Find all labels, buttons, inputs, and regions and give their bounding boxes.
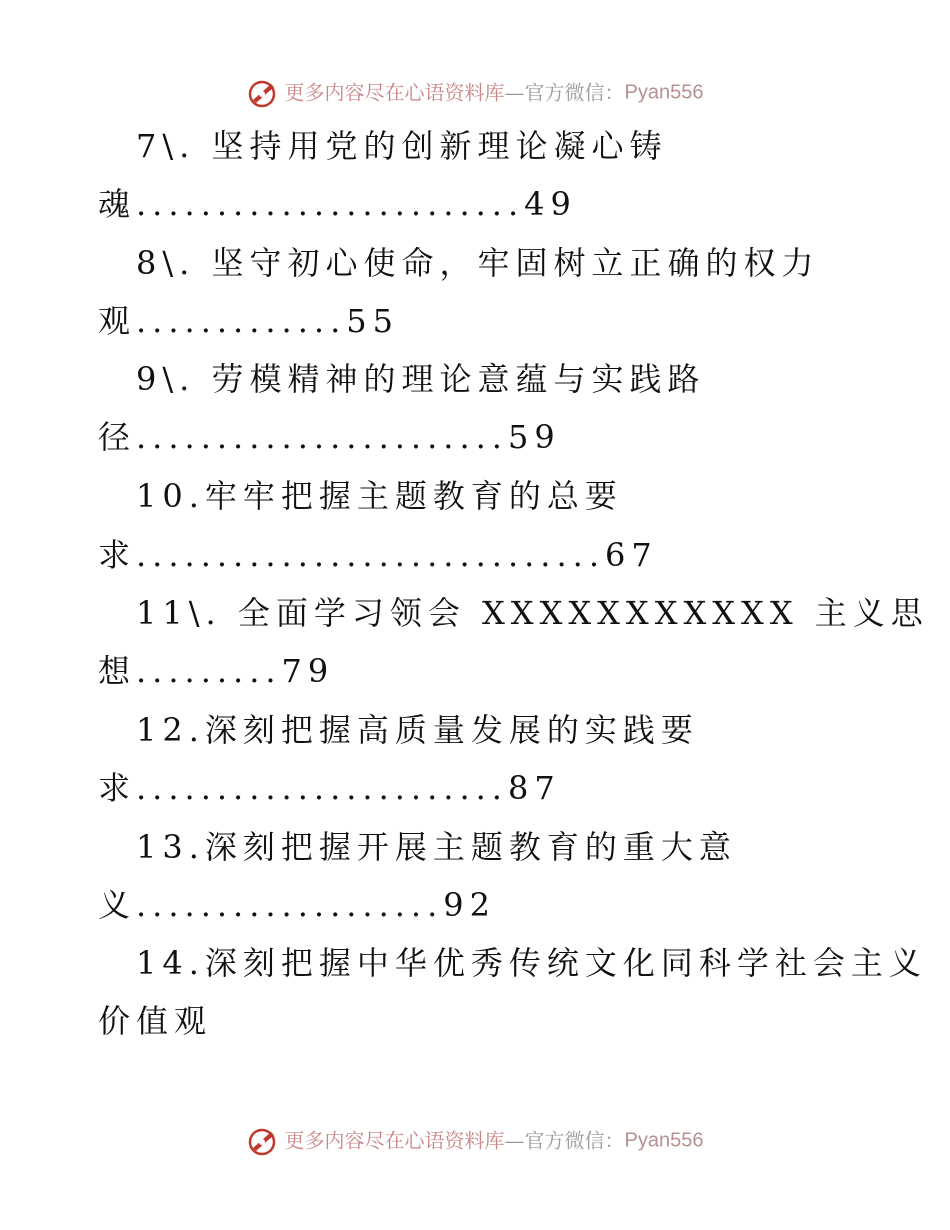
watermark-separator: — [504,1128,525,1153]
watermark-separator: — [504,80,525,105]
toc-entry-leader[interactable]: 魂........................49 [98,185,577,223]
footer-watermark [0,1124,950,1156]
header-watermark [0,76,950,108]
toc-entry-leader[interactable]: 径.......................59 [98,418,561,456]
watermark-text: 更多内容尽在心语资料库 [284,1128,505,1153]
pen-logo-icon [247,1126,279,1156]
pen-logo-icon [247,78,279,108]
toc-entry-leader[interactable]: 观.............55 [98,302,399,340]
watermark-wechat-label: 官方微信： [524,1128,625,1153]
toc-entry-leader[interactable]: 想.........79 [98,652,335,690]
toc-entry-title[interactable]: 9\. 劳模精神的理论意蕴与实践路 [136,360,706,398]
toc-entry-title[interactable]: 8\. 坚守初心使命，牢固树立正确的权力 [136,244,820,282]
toc-entry-leader[interactable]: 求.......................87 [98,769,561,807]
toc-entry-leader[interactable]: 义...................92 [98,886,496,924]
watermark-text: 更多内容尽在心语资料库 [284,80,505,105]
watermark-account: Pyan556 [624,81,704,104]
watermark-wechat-label: 官方微信： [524,80,625,105]
toc-entry-title[interactable]: 14.深刻把握中华优秀传统文化同科学社会主义 [136,944,927,982]
toc-entry-title[interactable]: 13.深刻把握开展主题教育的重大意 [136,828,737,866]
toc-entry-title[interactable]: 12.深刻把握高质量发展的实践要 [136,711,699,749]
toc-entry-title[interactable]: 11\. 全面学习领会 XXXXXXXXXXX 主义思 [136,594,929,632]
toc-entry-title[interactable]: 10.牢牢把握主题教育的总要 [136,477,623,515]
toc-entry-leader[interactable]: 价值观 [98,1002,213,1040]
toc-entry-leader[interactable]: 求.............................67 [98,536,658,574]
watermark-account: Pyan556 [624,1129,704,1152]
toc-entry-title[interactable]: 7\. 坚持用党的创新理论凝心铸 [136,127,668,165]
